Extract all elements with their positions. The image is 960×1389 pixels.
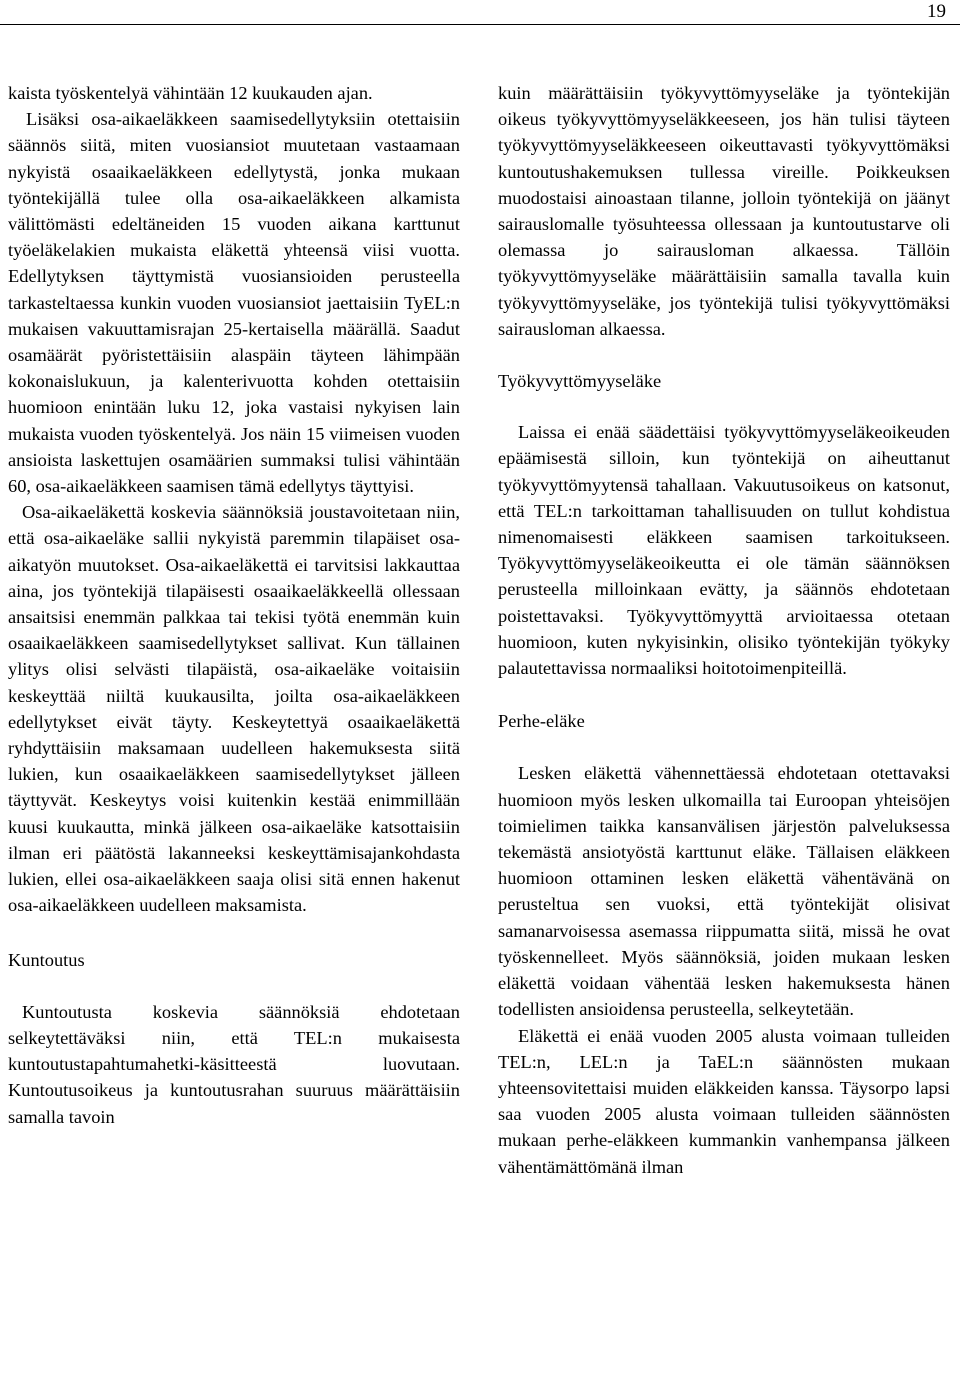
left-column (8, 80, 460, 1130)
left-paragraph-1: kaista työskentelyä vähintään 12 kuukauden ajan. (8, 83, 373, 103)
section-heading-rehabilitation: Kuntoutus (8, 949, 85, 970)
left-paragraph-4: Kuntoutusta koskevia säännöksiä ehdotetaan selkeytettäväksi niin, että TEL:n mukaisesta kuntoutustapahtumahetki-käsitteestä luovutaan. Kuntoutusoikeus ja kuntoutusrahan suuruus määrättäisiin samalla tavoin (8, 1001, 460, 1127)
header-rule (0, 24, 960, 25)
section-heading-disability-pension: Työkyvyttömyyseläke (498, 371, 662, 392)
right-column (498, 80, 950, 1180)
right-paragraph-2: Laissa ei enää säädettäisi työkyvyttömyyseläkeoikeuden epäämisestä silloin, kun työntekijä on aiheuttanut työkyvyttömyytensä tahallaan. Vakuutusoikeus on katsonut, että TEL:n tarkoittaman tahallisuuden on tullut kohdistua nimenomaisesti eläkkeen saamisen tarkoitukseen. Työkyvyttömyyseläkeoikeutta ei ole tämän säännöksen perusteella milloinkaan evätty, ja säännös ehdotetaan poistettavaksi. Työkyvyttömyyttä arvioitaessa otetaan huomioon, kuten nykyisinkin, olisiko työntekijän työkyky palautettavissa normaaliksi hoitotoimenpiteillä. (498, 422, 950, 679)
left-paragraph-2: Lisäksi osa-aikaeläkkeen saamisedellytyksiin otettaisiin säännös siitä, miten vuosiansiot muutetaan vastaamaan nykyistä osaaikaeläkkeen edellytystä, jonka mukaan työntekijällä tulee olla osa-aikaeläkkeen alkamista välittömästi edeltäneiden 15 vuoden aikana karttunut työeläkelakien mukaista eläkettä yhteensä viisi vuotta. Edellytyksen täyttymistä vuosiansioiden perusteella tarkasteltaessa kunkin vuoden vuosiansiot jaettaisiin TyEL:n mukaisen vakuuttamisrajan 25-kertaisella määrällä. Saadut osamäärät pyöristettäisiin alaspäin täyteen lähimpään kokonaislukuun, ja kalenterivuotta kohden otettaisiin huomioon enintään luku 12, joka vastaisi nykyisen lain mukaista vuoden työskentelyä. Jos näin 15 viimeisen vuoden ansioista laskettujen osamäärien summaksi tulisi vähintään 60, osa-aikaeläkkeen saamisen tämä edellytys täyttyisi. (8, 109, 460, 497)
left-paragraph-3: Osa-aikaeläkettä koskevia säännöksiä joustavoitetaan niin, että osa-aikaeläke sallii nykyistä paremmin tilapäiset osa-aikatyön muutokset. Osa-aikaeläkettä ei tarvitsisi lakkauttaa aina, jos työntekijä tilapäisesti osaaikaeläkkeellä ollessaan ansaitsisi enemmän palkkaa tai tekisi työtä enemmän kuin osaaikaeläkkeen saamisedellytykset sallivat. Kun tällainen ylitys olisi selvästi tilapäistä, osa-aikaeläke voitaisiin keskeyttää niiltä kuukausilta, joilta osa-aikaeläkkeen edellytykset eivät täyty. Keskeytettyä osaaikaeläkettä ryhdyttäisiin maksamaan uudelleen hakemuksesta siitä lukien, kun osaaikaeläkkeen saamisedellytykset jälleen täyttyvät. Keskeytys voisi kuitenkin kestää enimmillään kuusi kuukautta, minkä jälkeen osa-aikaeläke katsottaisiin ilman eri päätöstä lakanneeksi keskeyttämisajankohdasta lukien, ellei osa-aikaeläkkeen saaja olisi sitä ennen hakenut osa-aikaeläkkeen uudelleen maksamista. (8, 502, 460, 916)
right-paragraph-3: Lesken eläkettä vähennettäessä ehdotetaan otettavaksi huomioon myös lesken ulkomailla tai Euroopan yhteisöjen toimielimen taikka kansanvälisen järjestön palveluksessa tekemästä ansiotyöstä karttunut eläke. Tällaisen eläkkeen huomioon ottaminen lesken eläkettä vähentävänä on perusteltua sen vuoksi, että työntekijät olisivat samanarvoisessa asemassa riippumatta siitä, missä he ovat työskennelleet. Myös säännöksiä, joiden mukaan lesken eläkettä voidaan vähentää lesken hakemuksesta hänen todellisten ansioidensa perusteella, selkeytetään. (498, 763, 950, 1020)
right-paragraph-4: Eläkettä ei enää vuoden 2005 alusta voimaan tulleiden TEL:n, LEL:n ja TaEL:n säännösten mukaan yhteensovitettaisi muiden eläkkeiden kanssa. Täysorpo lapsi saa vuoden 2005 alusta voimaan tulleiden säännösten mukaan perhe-eläkkeen kummankin vanhempansa jälkeen vähentämättömänä ilman (498, 1025, 950, 1177)
right-paragraph-1: kuin määrättäisiin työkyvyttömyyseläke ja työntekijän oikeus työkyvyttömyyseläkkeeseen, jos hän tulisi täyteen työkyvyttömyyseläkkeeseen oikeuttavasti työkyvyttömäksi kuntoutushakemuksen tullessa vireille. Poikkeuksen muodostaisi ainoastaan tilanne, jolloin työntekijä on jäänyt sairauslomalle työsuhteessa ollessaan ja kuntoutustarve oli olemassa jo sairausloman alkaessa. Tällöin työkyvyttömyyseläke määrättäisiin samalla tavalla kuin työkyvyttömyyseläke, jos työntekijä tulisi työkyvyttömäksi sairausloman alkaessa. (498, 83, 950, 339)
page-number: 19 (927, 1, 946, 22)
section-heading-family-pension: Perhe-eläke (498, 711, 585, 732)
